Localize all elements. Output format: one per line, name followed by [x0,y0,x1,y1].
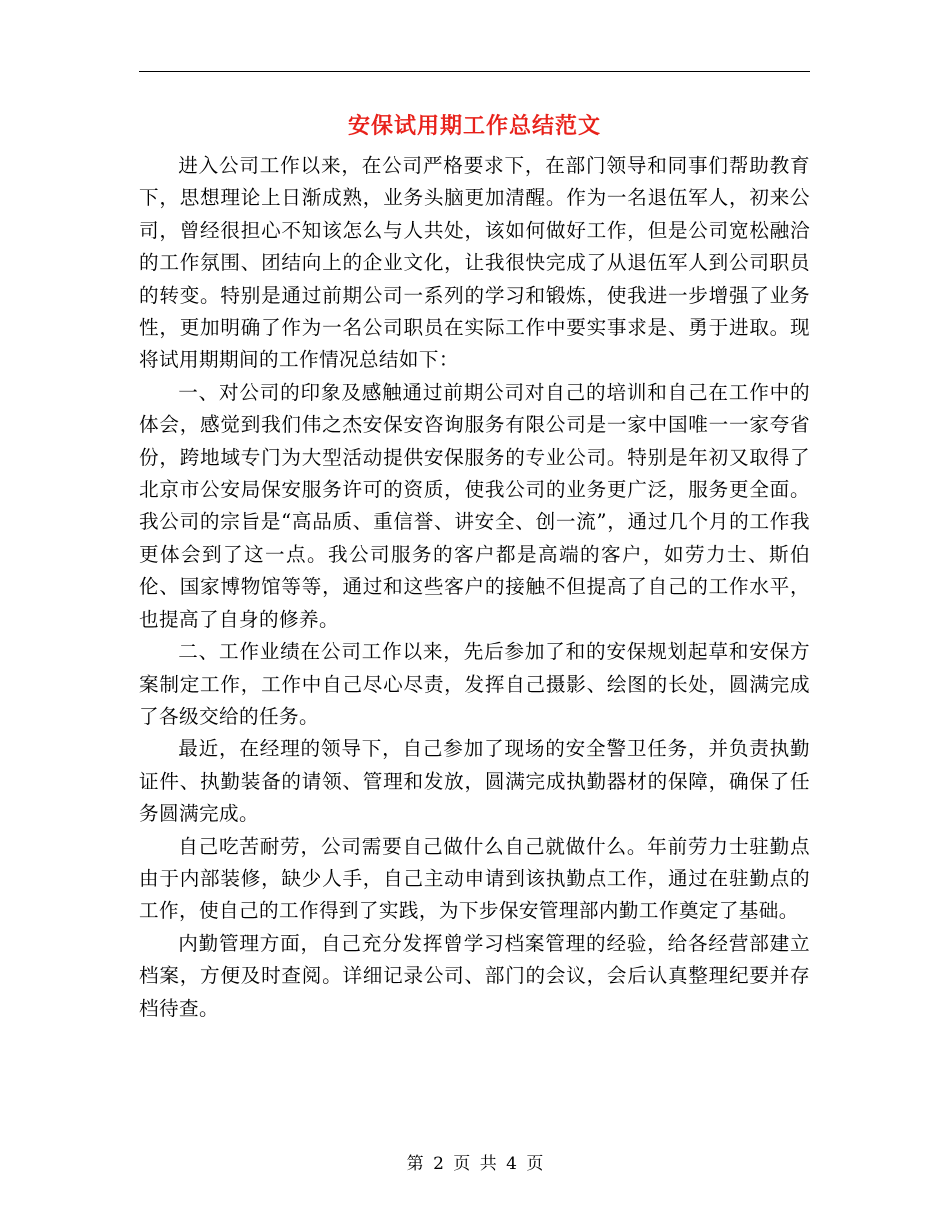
document-body [139,150,810,1025]
page-number: 第 2 页 共 4 页 [406,1154,544,1174]
paragraph-hardwork: 自己吃苦耐劳，公司需要自己做什么自己就做什么。年前劳力士驻勤点由于内部装修，缺少人手，自己主动申请到该执勤点工作，通过在驻勤点的工作，使自己的工作得到了实践，为下步保安管理部内勤工作奠定了基础。 [139,834,810,923]
paragraph-admin: 内勤管理方面，自己充分发挥曾学习档案管理的经验，给各经营部建立档案，方便及时查阅。详细记录公司、部门的会议，会后认真整理纪要并存档待查。 [139,931,810,1020]
document-title: 安保试用期工作总结范文 [347,113,601,139]
paragraph-performance: 二、工作业绩在公司工作以来，先后参加了和的安保规划起草和安保方案制定工作，工作中自己尽心尽责，发挥自己摄影、绘图的长处，圆满完成了各级交给的任务。 [139,640,810,728]
paragraph-impression: 一、对公司的印象及感触通过前期公司对自己的培训和自己在工作中的体会，感觉到我们伟之杰安保安咨询服务有限公司是一家中国唯一一家夸省份，跨地域专门为大型活动提供安保服务的专业公司。特别是年初又取得了北京市公安局保安服务许可的资质，使我公司的业务更广泛，服务更全面。我公司的宗旨是“高品质、重信誉、讲安全、创一流”，通过几个月的工作我更体会到了这一点。我公司服务的客户都是高端的客户，如劳力士、斯伯伦、国家博物馆等等，通过和这些客户的接触不但提高了自己的工作水平，也提高了自身的修养。 [139,380,810,631]
paragraph-intro: 进入公司工作以来，在公司严格要求下，在部门领导和同事们帮助教育下，思想理论上日渐成熟，业务头脑更加清醒。作为一名退伍军人，初来公司，曾经很担心不知该怎么与人共处，该如何做好工作，但是公司宽松融洽的工作氛围、团结向上的企业文化，让我很快完成了从退伍军人到公司职员的转变。特别是通过前期公司一系列的学习和锻炼，使我进一步增强了业务性，更加明确了作为一名公司职员在实际工作中要实事求是、勇于进取。现将试用期期间的工作情况总结如下： [139,154,810,372]
header-rule [139,71,810,72]
paragraph-recent-task: 最近，在经理的领导下，自己参加了现场的安全警卫任务，并负责执勤证件、执勤装备的请领、管理和发放，圆满完成执勤器材的保障，确保了任务圆满完成。 [139,737,810,826]
